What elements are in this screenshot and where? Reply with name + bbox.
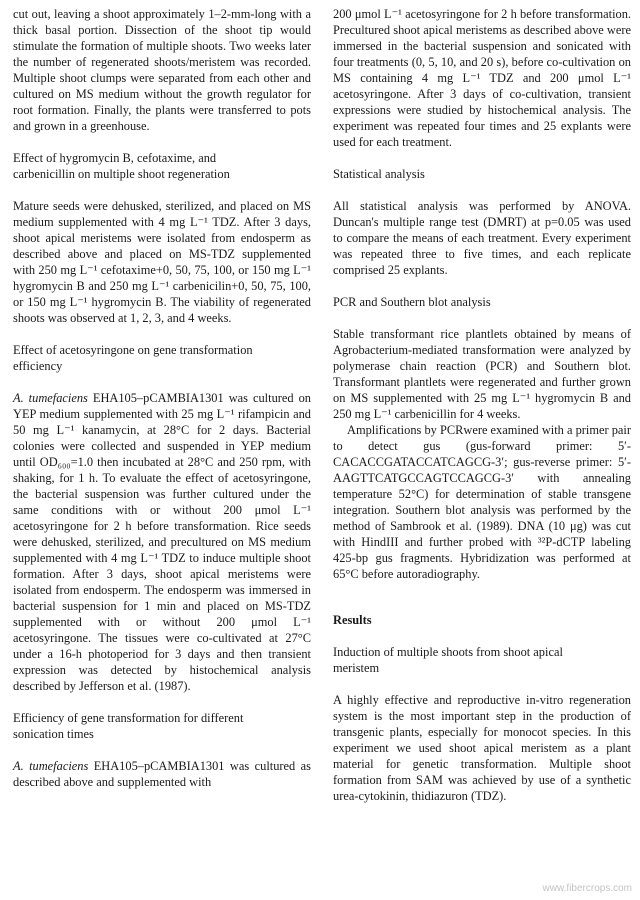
paragraph — [13, 390, 311, 694]
section-heading: Efficiency of gene transformation for different sonication times — [13, 711, 244, 741]
section-heading: PCR and Southern blot analysis — [333, 295, 491, 309]
results-heading: Results — [333, 613, 372, 627]
paragraph: cut out, leaving a shoot approximately 1–2-mm-long with a thick basal portion. Dissection of the shoot tip would stimulate the formation of multiple shoots. Two weeks later the number of regenerated shoots/meristem was recorded. Multiple shoot clumps were separated from each other and cultured on MS medium without the growth regulator for root formation. Finally, the plants were transferred to pots and grown in a greenhouse. — [13, 7, 311, 133]
section-heading: Induction of multiple shoots from shoot apical meristem — [333, 645, 563, 675]
paragraph-text: EHA105–pCAMBIA1301 was cultured as described above and supplemented with — [13, 759, 311, 789]
paragraph: All statistical analysis was performed by ANOVA. Duncan's multiple range test (DMRT) at p=0.05 was used to compare the means of each treatment. Every experiment was repeated three to five times, and each replicate comprised 25 explants. — [333, 199, 631, 277]
paragraph: Amplifications by PCRwere examined with a primer pair to detect gus (gus-forward primer: 5′-CACACCGATACCATCAGCG-3′; gus-reverse primer: 5′-AAGTTCATGCCAGTCCAGCG-3′ with annealing temperature 52°C) for determination of stable transgene integration. Southern blot analysis was performed by the method of Sambrook et al. (1989). DNA (10 μg) was cut with HindIII and further probed with ³²P-dCTP labeling 425-bp gus fragments. Hybridization was performed at 65°C before autoradiography. — [333, 423, 631, 581]
section-heading: Effect of acetosyringone on gene transformation efficiency — [13, 343, 253, 373]
paragraph: 200 μmol L⁻¹ acetosyringone for 2 h before transformation. Precultured shoot apical meristems as described above were immersed in the bacterial suspension and sonicated with four treatments (0, 5, 10, and 20 s), before co-cultivation on MS containing 4 mg L⁻¹ TDZ and 200 μmol L⁻¹ acetosyringone. After 3 days of co-cultivation, transient expressions were studied by histochemical analysis. The experiment was repeated four times and 25 explants were used for each treatment. — [333, 7, 631, 149]
paragraph: Stable transformant rice plantlets obtained by means of Agrobacterium-mediated transformation were analyzed by polymerase chain reaction (PCR) and Southern blot. Transformant plantlets were regenerated and further grown on MS supplemented with 25 mg L⁻¹ hygromycin B and 250 mg L⁻¹ carbenicillin for 4 weeks. — [333, 327, 631, 421]
section-heading: Statistical analysis — [333, 167, 425, 181]
species-name: A. tumefaciens — [13, 759, 89, 773]
species-name: A. tumefaciens — [13, 391, 88, 405]
left-column — [13, 6, 311, 790]
watermark: www.fibercrops.com — [542, 883, 632, 894]
paragraph: A highly effective and reproductive in-vitro regeneration system is the most important step in the production of transgenic plants, especially for monocot species. In this experiment we used shoot apical meristem as a plant material for genetic transformation. Multiple shoot formation from SAM was achieved by use of a synthetic urea-cytokinin, thidiazuron (TDZ). — [333, 693, 631, 803]
right-column — [333, 6, 631, 804]
paragraph-text: EHA105–pCAMBIA1301 was cultured on YEP medium supplemented with 25 mg L⁻¹ rifampicin and 50 mg L⁻¹ kanamycin, at 28°C for 2 days. Bacterial colonies were collected and suspended in YEP medium until OD₆₀₀=1.0 then incubated at 28°C and 250 rpm, with shaking, for 1 h. To evaluate the effect of acetosyringone, the bacterial suspension was further cultured under the same conditions with or without 200 μmol L⁻¹ acetosyringone for 2 h before transformation. Rice seeds were dehusked, sterilized, and precultured on MS medium supplemented with 4 mg L⁻¹ TDZ to induce multiple shoot formation. After 3 days, shoot apical meristems were isolated from endosperm. The endosperm was immersed in bacterial suspension for 1 min and placed on MS-TDZ supplemented with or without 200 μmol L⁻¹ acetosyringone. The tissues were co-cultivated at 27°C under a 16-h photoperiod for 3 days and then transient expression was detected by histochemical analysis described by Jefferson et al. (1987). — [13, 391, 311, 693]
section-heading: Effect of hygromycin B, cefotaxime, and carbenicillin on multiple shoot regeneration — [13, 151, 230, 181]
paragraph — [13, 758, 311, 790]
paragraph: Mature seeds were dehusked, sterilized, and placed on MS medium supplemented with 4 mg L⁻¹ TDZ. After 3 days, shoot apical meristems were isolated from endosperm as described above and placed on MS-TDZ supplemented with 250 mg L⁻¹ cefotaxime+0, 50, 75, 100, or 150 mg L⁻¹ hygromycin B and 250 mg L⁻¹ carbenicilin+0, 50, 75, 100, or 150 mg L⁻¹ hygromycin B. The viability of regenerated shoots was observed at 1, 2, 3, and 4 weeks. — [13, 199, 311, 325]
